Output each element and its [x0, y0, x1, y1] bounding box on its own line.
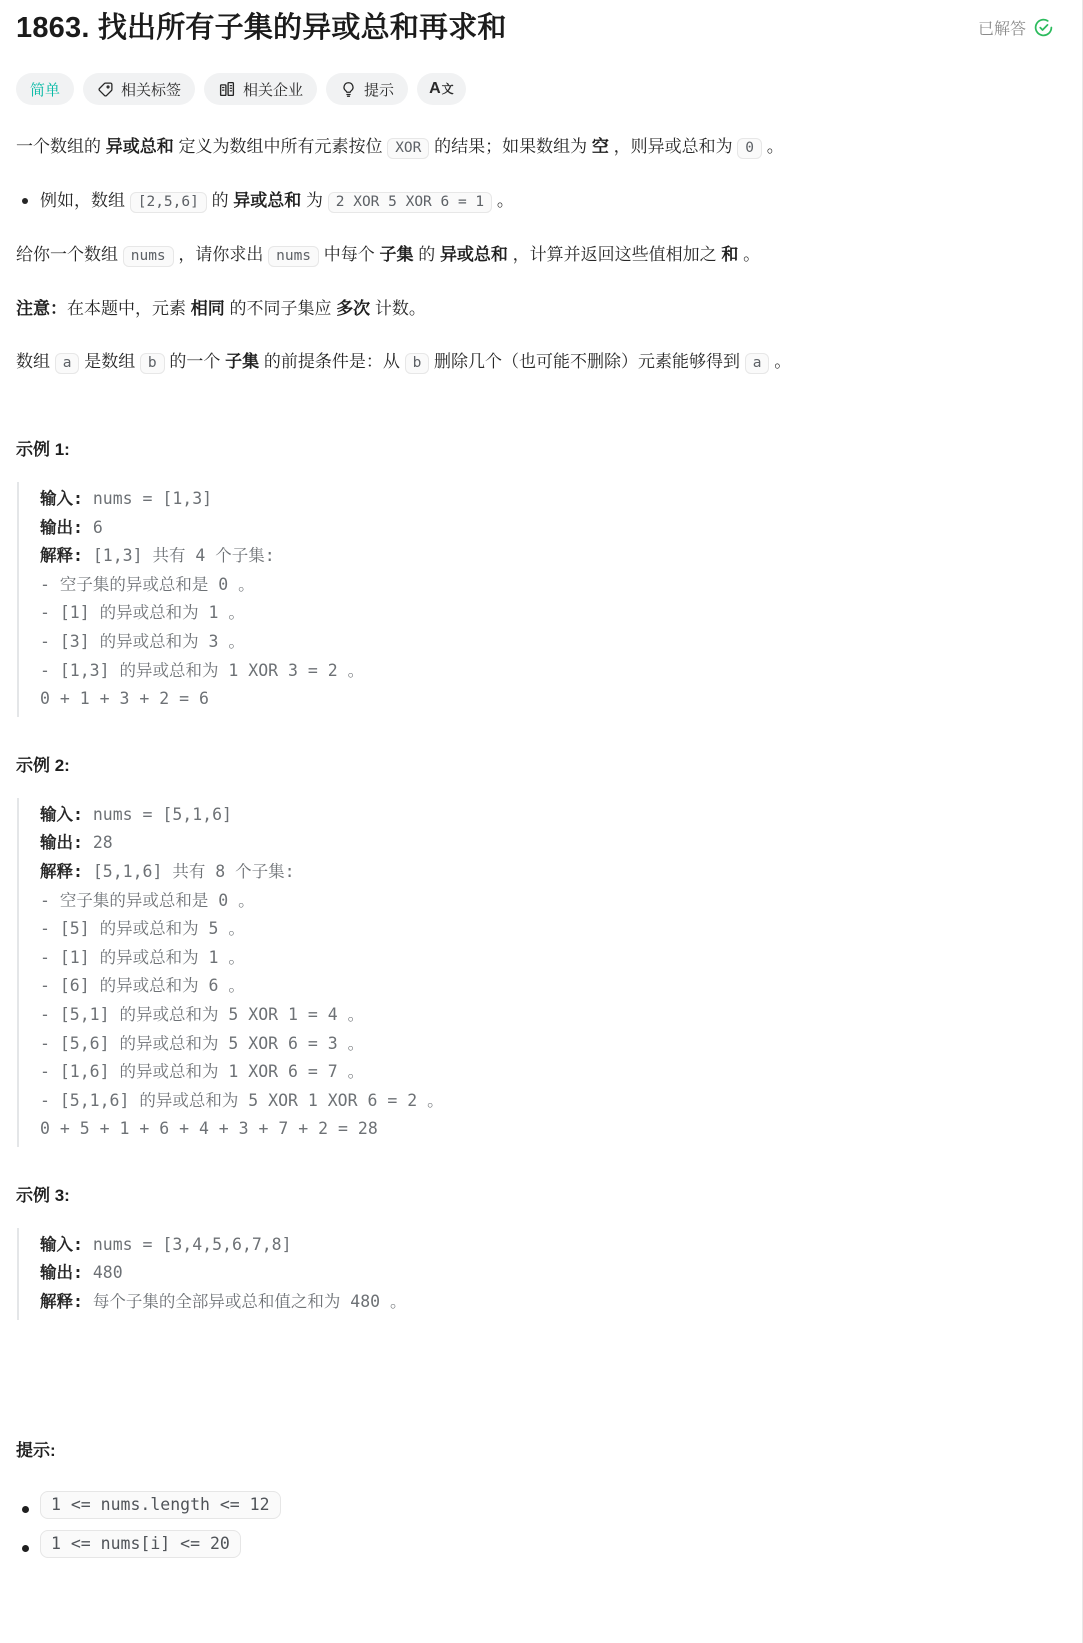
bold-text: 异或总和 [439, 245, 508, 264]
difficulty-badge[interactable] [16, 73, 74, 105]
examples-section [16, 435, 1062, 1320]
bold-text: 和 [721, 245, 739, 264]
constraint-code: 1 <= nums.length <= 12 [40, 1491, 281, 1519]
example-block: 输入: nums = [3,4,5,6,7,8] 输出: 480 解释: 每个子集的全部异或总和值之和为 480 。 [17, 1228, 1062, 1320]
lightbulb-icon [340, 81, 357, 98]
description-paragraph: 注意：在本题中，元素 相同 的不同子集应 多次 计数。 [16, 299, 426, 318]
tag-icon [97, 81, 114, 98]
constraint-item [16, 1495, 1062, 1515]
bold-text: 异或总和 [233, 191, 302, 210]
related-companies-button[interactable] [204, 73, 317, 105]
bold-text: 异或总和 [105, 137, 174, 156]
bold-text: 子集 [225, 352, 260, 371]
description-paragraph: 给你一个数组 nums ，请你求出 nums 中每个 子集 的 异或总和 ，计算并返回这些值相加之 和 。 [16, 241, 1062, 270]
hint-label: 提示 [364, 81, 395, 99]
related-tags-label: 相关标签 [121, 81, 182, 99]
inline-code: b [140, 353, 165, 374]
constraints-list [16, 1495, 1062, 1554]
bold-text: 空 [591, 137, 609, 156]
inline-code: XOR [387, 138, 429, 159]
translate-button[interactable] [417, 73, 466, 105]
inline-code: b [405, 353, 430, 374]
bold-text: 输入: [40, 804, 83, 824]
check-circle-icon [1033, 17, 1054, 38]
bold-text: 相同 [190, 299, 225, 318]
constraint-item [16, 1534, 1062, 1554]
related-companies-label: 相关企业 [243, 81, 304, 99]
description-paragraph: 数组 a 是数组 b 的一个 子集 的前提条件是：从 b 删除几个（也可能不删除）元素能够得到 a 。 [16, 348, 1062, 377]
example-block: 输入: nums = [1,3] 输出: 6 解释: [1,3] 共有 4 个子集: - 空子集的异或总和是 0 。 - [1] 的异或总和为 1 。 - [3] 的异或总和为 3 。 - [1,3] 的异或总和为 1 XOR 3 = 2 。 0 + 1 + 3 + 2 = 6 [17, 482, 1062, 717]
example-heading: 示例 2: [16, 755, 70, 775]
example-heading: 示例 3: [16, 1185, 70, 1205]
inline-code: a [745, 353, 770, 374]
inline-code: 0 [737, 138, 762, 159]
inline-code: 2 XOR 5 XOR 6 = 1 [328, 192, 492, 213]
bold-text: 输入: [40, 489, 83, 508]
inline-code: nums [123, 246, 174, 267]
header [16, 10, 1062, 46]
bold-text: 解释: [40, 546, 83, 566]
bold-text: 子集 [379, 245, 414, 264]
translate-icon: A文 [429, 80, 454, 97]
bold-text: 多次 [336, 299, 371, 318]
bold-text: 输出: [40, 1263, 83, 1283]
bold-text: 输入: [40, 1234, 83, 1254]
solved-status [978, 16, 1062, 39]
difficulty-label: 简单 [30, 81, 61, 99]
inline-code: a [55, 353, 80, 374]
page-title: 1863. 找出所有子集的异或总和再求和 [16, 12, 507, 44]
inline-code: nums [268, 246, 319, 267]
problem-statement [16, 133, 1062, 377]
bold-text: 输出: [40, 517, 83, 537]
bold-text: 输出: [40, 833, 83, 853]
constraints-heading: 提示: [16, 1440, 56, 1460]
solved-label: 已解答 [977, 21, 1026, 38]
inline-code: [2,5,6] [130, 192, 207, 213]
building-icon [218, 80, 236, 98]
bold-text: 解释: [40, 1292, 83, 1312]
bold-text: 注意： [16, 299, 67, 318]
bold-text: 解释: [40, 861, 83, 881]
badge-row [16, 73, 1062, 105]
constraint-code: 1 <= nums[i] <= 20 [40, 1530, 241, 1558]
description-paragraph: 一个数组的 异或总和 定义为数组中所有元素按位 XOR 的结果；如果数组为 空 ，则异或总和为 0 。 [16, 133, 1062, 162]
hint-button[interactable] [326, 73, 408, 105]
constraints-section [16, 1436, 1062, 1554]
related-tags-button[interactable] [83, 73, 195, 105]
description-bullet: 例如，数组 [2,5,6] 的 异或总和 为 2 XOR 5 XOR 6 = 1 。 [16, 187, 1062, 216]
example-block: 输入: nums = [5,1,6] 输出: 28 解释: [5,1,6] 共有 8 个子集: - 空子集的异或总和是 0 。 - [5] 的异或总和为 5 。 - [1] 的异或总和为 1 。 - [6] 的异或总和为 6 。 - [5,1] 的异或总和为 5 XOR 1 = 4 。 - [5,6] 的异或总和为 5 XOR 6 = 3 。 - [1,6] 的异或总和为 1 XOR 6 = 7 。 - [5,1,6] 的异或总和为 5 XOR 1 XOR 6 = 2 。 0 + 5 + 1 + 6 + 4 + 3 + 7 + 2 = 28 [17, 798, 1062, 1147]
example-heading: 示例 1: [16, 440, 70, 459]
